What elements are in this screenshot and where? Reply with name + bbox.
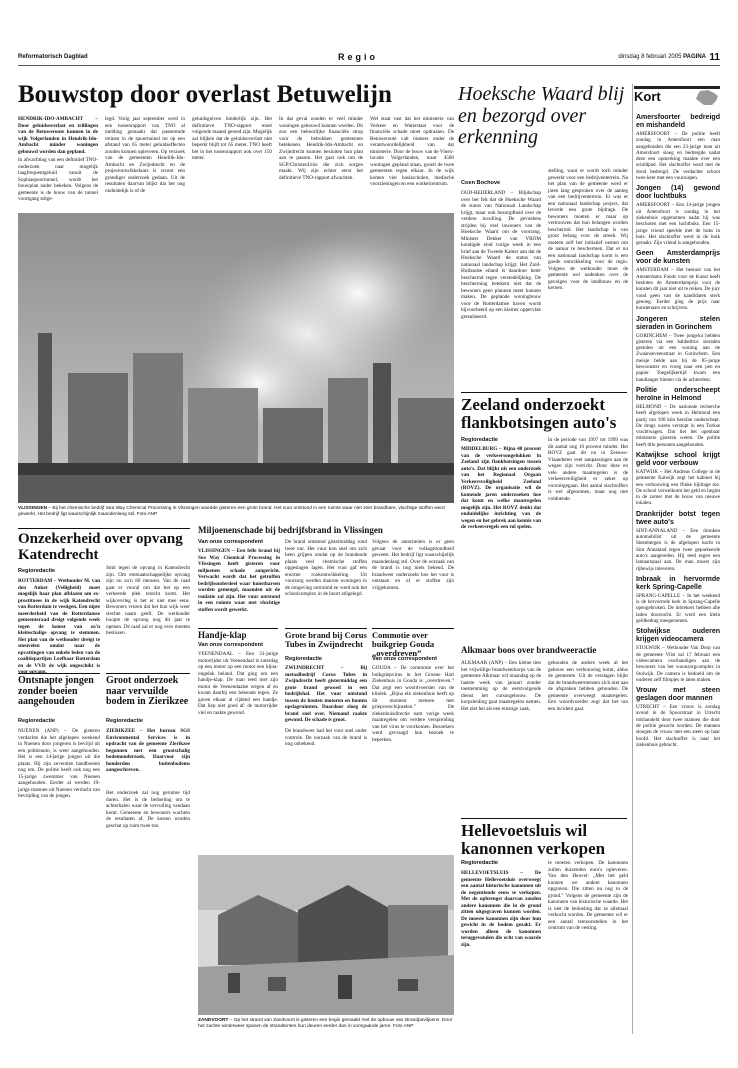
hellevoetsluis-rule xyxy=(461,818,627,819)
handje-col-1: VEENENDAAL – Een 31-jarige motorrijder uit Veenendaal is zaterdag op een motor op een motor een bijna-ongeluk beland. Dat ging om een handje-klap. De man reed met zijn motor de Veenendaalse wegen af en kwam daarbij een bekende tegen. Ze gaven elkaar al rijdend een handje. Dat liep niet goed af: de motorrijder viel en raakte gewond. xyxy=(198,651,278,716)
ontsnapte-headline: Ontsnapte jongen zonder boeien aangehouden xyxy=(18,673,100,708)
katendrecht-headline: Onzekerheid over opvang Katendrecht xyxy=(18,531,183,563)
lead-col-2: legd. Vorig jaar september werd in een tussenrapport van TNO al melding gemaakt dat passerende treinen in de spoortunnel tot op een afstand van 65 meter geluidseffecten zouden kunnen opleveren. Op verzoek van de gemeenten Hendrik-Ido-Ambacht en Zwijndrecht en de projectontwikkelaars is recent een grondiger onderzoek gedaan. Uit de resultaten daarvan blijkt dat het nog onduidelijk is of de xyxy=(105,116,185,194)
vlissingen-col-3: Volgens de autoriteiten is er geen gevaar voor de volksgezondheid geweest. Het bedrijf ligt waarschijnlijk maandenlang stil. Over de oorzaak van de brand is nog niets bekend. De brandweer onderzoekt hoe het vuur is ontstaan en of er stoffen zijn vrijgekomen. xyxy=(372,539,454,591)
photo2-caption: ZANDVOORT – Op het strand van Zandvoort is gisteren een begin gemaakt met de opbouw van strandpaviljoens. Door het zachte winterweer spanen de strandtenten hun deuren eerder dan in voorgaande jaren. Foto ANP xyxy=(198,1018,453,1029)
katendrecht-col-2: Smit tegen de opvang in Katendrecht zijn. Om emmaatschappelijke opvang zijn nu zo'n 80 mensen. Van de raad gaat er vooral om dat het op een verkeerde plek terecht komt. Het wijkoverleg is het er niet mee eens. Bewoners vrezen dat het hun wijk weer slechte naam geeft. De wethouder hoopte de opvang nog dit jaar te openen. De raad zal er nog over moeten beslissen. xyxy=(106,565,190,636)
kort-item: Jongeren stelen sieraden in Gorinchem GORINCHEM – Twee jongelui hebben gisteren via een babbeltruc sieraden gestolen uit een woning aan de Zwaanseveenstraat in Gorinchem. Een meisje belde aan bij de 85-jarige bewoonster en vroeg naar een pen en papier. Toegelijkertijd kwam een handlanger binnen via de achterdeur. xyxy=(636,315,720,383)
katendrecht-rule xyxy=(18,528,190,529)
photo1-credit: Foto ANP xyxy=(136,512,158,517)
lead-col-1: HENDRIK-IDO-AMBACHT – Door geluidsoverlast en trillingen van de Betuweroute kunnen in de wijk Volgerlanden in Hendrik-Ido-Ambacht minder woningen gebouwd worden dan gepland. In afwachting van een definitief TNO-onderzoek naar mogelijk laagfrequentgeluid vanuit de Sophiaspoortunnel, wordt het bouwplan nader bekeken. Volgens de gemeente is de bouw van de tunnel voortgang stilge- xyxy=(18,116,98,202)
hoeksche-col-1: OUD-BEIJERLAND – Blijdschap over het feit dat de Hoeksche Waard de status van Nationaal Landschap krijgt, maar ook bezorgdheid over de verdere invulling. De gevoelens strijden bij veel inwoners van de Hoeksche Waard om de voorrang. Minister Dekker van VROM kondigde eind vorige week in een brief aan de Tweede Kamer aan dat de Hoeksche Waard de status van nationaal landschap krijgt. Het Zuid-Hollandse eiland is daardoor beter beschermd tegen verstedelijking. De bescherming betekent niet dat de bewoners geen plannen meer kunnen maken. De geplande woningbouw voor de Rotterdamse haven wordt bijvoorbeeld op een kleiner oppervlak gerealiseerd. xyxy=(461,190,541,320)
hellevoetsluis-headline: Hellevoetsluis wil kanonnen verkopen xyxy=(461,821,606,858)
lead-headline: Bouwstop door overlast Betuwelijn xyxy=(18,81,392,108)
zeeland-col-2: In de periode van 1997 tot 1999 was dit aantal nog 16 procent minder. Het ROVZ gaat dit nu in Zeeuws-Vlaanderen veel aanpassingen aan de wegen zijn verricht. Door deze en vele andere maatregelen is de verkeersveiligheid er zeker op vooruitgegaan. Het aantal slachtoffers is wel afgenomen, maar nog niet voldoende. xyxy=(548,437,628,502)
alkmaar-col-1: ALKMAAR (ANP) – Een kleine tien het vrijwillige brandweerkorps van de gemeente Alkmaar wil maandag op de laatste week van januari zonder toestemming op de eerstvolgende dienst het cursusgebouw. De korpsleiding gaat maatregelen nemen. Het ziet het als een ernstige zaak. xyxy=(461,660,541,712)
kort-item: Jongen (14) gewond door luchtbuks AMERSFOORT – Een 14-jarige jongen uit Amersfoort is zondag in het ziekenhuis opgenomen nadat hij was beschoten met een luchtbuks. Een 15-jarige vriend speelde met de buks in huis. Het slachtoffer werd in de buik geraakt. Zijn vriend is aangehouden. xyxy=(636,185,720,247)
katendrecht-byline: Regioredactie xyxy=(18,568,55,574)
gouda-col-1: GOUDA – De commotie over het buikgriepvirus in het Groene Hart Ziekenhuis in Gouda is „overdreven.” Dat zegt een woordvoerster van de kliniek. „Bijna elk ziekenhuis heeft op dit moment mensen met griepverschijnselen.” De ziekenhuisdirectie nam vorige week maatregelen om verdere verspreiding van het virus te voorkomen. Bezoekers werd gevraagd hun bezoek te beperken. xyxy=(372,665,454,743)
groot-col-2: Het onderzoek zal nog geruime tijd duren. Het is de bedoeling om te achterhalen waar de vervuiling vandaan komt. Gemeente en bewoners wachten de resultaten af. De kosten worden geschat op ruim twee ton. xyxy=(106,790,190,829)
corus-col-2: De brandweer had het vuur snel onder controle. De oorzaak van de brand is nog onbekend. xyxy=(285,728,367,747)
kort-list xyxy=(636,110,720,1035)
vlissingen-headline: Miljoenenschade bij bedrijfsbrand in Vlissingen xyxy=(198,525,383,535)
kort-title: Kort xyxy=(634,89,661,104)
factory-fire-photo xyxy=(18,213,454,503)
lead-col-3: geluidsgolven hinderlijk zijn. Het definitieve TNO-rapport moet volgende maand gereed zijn. Mogelijk zal blijken dat de geluidsoverlast niet beperkt blijft tot 65 meter. TNO heeft het in het tussenrapport ook over 150 meter. xyxy=(192,116,272,161)
kort-item: Katwijkse school krijgt geld voor verbouw KATWIJK – Het Andreas College in de gemeente Katwijk zegt het kabinet bij een verbouwing een flinke bijdrage toe. De school verwelkomt het geld en begint in de zomer met de bouw van nieuwe lokalen. xyxy=(636,451,720,507)
ontsnapte-byline: Regioredactie xyxy=(18,718,55,724)
kort-item: Vrouw met steen geslagen door mannen UTRECHT – Een vrouw is zondag avond in de Spoorstraat in Utrecht mishandeld door twee mannen die door de politie gezocht worden. De mannen sloegen de vrouw met een steen op haar hoofd. Het slachtoffer is naar het ziekenhuis gebracht. xyxy=(636,687,720,748)
hellevoetsluis-col-1: HELLEVOETSLUIS – De gemeente Hellevoetsluis overweegt een aantal historische kanonnen uit de negentiende eeuw te verkopen. Met de opbrengst daarvan zouden andere kanonnen die in de grond zitten uitgegraven kunnen worden. De moeste kanonnen zijn door hun gewicht in de bodem gezakt. Er worden alleen de kanonnen teruggevonden die echt van waarde zijn. xyxy=(461,870,541,948)
photo2-credit: Foto ANP xyxy=(392,1024,414,1029)
groot-col-1: ZIERIKZEE – Het bureau SGS Environmental Services is in opdracht van de gemeente Zierikzee begonnen met een grootschalig bodemonderzoek. Daarvoor zijn honderden buitenbodems aangeschreven. xyxy=(106,728,190,773)
hoeksche-headline: Hoeksche Waard blij en bezorgd over erkenning xyxy=(458,83,625,149)
vlissingen-byline: Van onze correspondent xyxy=(198,539,263,545)
zeeland-byline: Regioredactie xyxy=(461,437,498,443)
page-header xyxy=(18,52,720,66)
page-number: 11 xyxy=(709,52,720,63)
kort-header xyxy=(634,86,720,104)
hellevoetsluis-col-2: le moeten verkopen. De kanonnen zullen duizenden euro's opleveren. Van den Heuvel: „Met het geld kunnen we andere kanonnen opgraven. Die zitten nu nog in de grond.” Volgens de gemeente zijn de kanonnen van historische waarde. Het is niet de bedoeling dat ze allemaal verkocht worden. De gemeente wil er een aantal tentoonstellen in het centrum van de vesting. xyxy=(548,860,628,931)
handje-byline: Van onze correspondent xyxy=(198,642,263,648)
zeeland-col-1: MIDDELBURG – Bijna 40 procent van de verkeersongelukken in Zeeland zijn flankbotsingen tussen auto's. Dat blijkt uit een onderzoek van het Regionaal Orgaan Verkeersveiligheid Zeeland (ROVZ). De organisatie wil de komende jaren onderzoeken hoe dat komt en welke maatregelen mogelijk zijn. Het ROVZ denkt dat onduidelijke inrichting van de wegen en het gebrek aan kennis van de verkeersregels een rol spelen. xyxy=(461,446,541,530)
groot-headline: Groot onderzoek naar vervuilde bodem in Zierikzee xyxy=(106,675,189,707)
kort-item: Drankrijder botst tegen twee auto's SINT-ANNALAND – Een dronken automobilist uit de gemeente Steenbergen is de afgelopen nacht in Sint Annaland tegen twee geparkeerde auto's aangereden. Hij reed tegen een lantaarnpaal aan. De man moest zijn rijbewijs inleveren. xyxy=(636,510,720,572)
kort-item: Stolwijkse ouderen krijgen videocamera STOLWIJK – Wethouder Van Dorp van de gemeente Vlist zal 17 februari een videocamera overhandigen aan de bewoners van het woonzorgcomplex in Stolwijk. De camera is bedoeld om de ouderen zelf filmpjes te laten maken. xyxy=(636,628,720,683)
zeeland-rule xyxy=(461,392,627,393)
gouda-byline: Van onze correspondent xyxy=(372,656,437,662)
lead-col-4: In dat geval zouden er veel minder woningen gebouwd kunnen worden. Dit zou een behoorlijke financiële strop voor de betrokken gemeenten betekenen. Hendrik-Ido-Ambacht en Zwijndrecht kunnen besluiten hun plan aan te passen. Het gaat ook om de SGP/ChristenUnie die zich zorgen maakt. Wij zijn echter eerst het definitieve TNO-rapport afwachten. xyxy=(279,116,363,181)
alkmaar-headline: Alkmaar boos over brandweeractie xyxy=(461,645,597,655)
beach-pavilion-photo xyxy=(198,855,454,1015)
issue-date: dinsdag 8 februari 2005 PAGINA xyxy=(618,54,706,60)
corus-headline: Grote brand bij Corus Tubes in Zwijndrecht xyxy=(285,630,367,649)
kort-item: Politie onderscheept heroïne in Helmond HELMOND – De nationale recherche heeft afgelopen week in Helmond een partij van 100 kilo heroïne onderschept. De drugs waren verstopt in een Turkse vrachtwagen. Dat liet het openbaar ministerie gisteren weten. De politie heeft drie personen aangehouden. xyxy=(636,386,720,448)
zeeland-headline: Zeeland onderzoekt flankbotsingen auto's xyxy=(461,395,617,432)
vlissingen-col-2: De brand ontstond gistermiddag rond twee uur. Het vuur kon snel om zich heen grijpen omdat op de brandende plaats veel chemische stoffen opgeslagen lagen. Het vuur gaf een enorme rookontwikkeling. Uit voorzorg werden daarom woningen in de omgeving ontruimd en werd ook het schoolcomplex in de buurt stilgelegd. xyxy=(285,539,367,597)
groot-byline: Regioredactie xyxy=(106,718,143,724)
ontsnapte-col-1: NUENEN (ANP) – De gisteren verdachte die het afgelopen weekend in Nuenen door jongeren is bevrijd uit een politieauto, is weer aangehouden. Het is een 14-jarige jongen uit die plaats. Hij zijn zeventien handboeien nog om. De politie heeft ook nog een 15-jarige zwemmer van Nuenen aangehouden. Eerder al werden 19-jarige mannen uit Nuenen verdacht van bevrijding van de jongen. xyxy=(18,728,100,799)
lead-col-5: Wel staat vast dat het ministerie van Verkeer en Waterstaat voor de financiële schade moet opdraaien. De Betuweroute valt immers onder de verantwoordelijkheid van dat ministerie. Door de bouw van de Vinex-locatie Volgerlanden, waar 4500 woningen gepland staan, groeit de twee gemeenten tegen elkaar. In de wijk komen vier basisscholen, medische voorzieningen en een winkelcentrum. xyxy=(370,116,454,187)
kort-item: Geen Amsterdamprijs voor de kunsten AMSTERDAM – Het bestuur van het Amsterdams Fonds voor de Kunst heeft besloten de Amsterdamprijs voor de kunsten dit jaar niet uit te reiken. De jury vond geen van de kandidaten sterk genoeg. Eerder ging de prijs naar kunstenaars en schrijvers. xyxy=(636,250,720,312)
netherlands-map-icon xyxy=(694,90,720,106)
corus-byline: Regioredactie xyxy=(285,656,322,662)
handje-headline: Handje-klap xyxy=(198,628,278,640)
vlissingen-col-1: VLISSINGEN – Een felle brand bij Sea Way Chemical Processing in Vlissingen heeft gisteren voor miljoenen schade aangericht. Verwacht wordt dat het getroffen bedrijfsonderdeel waar kunstharsen worden gemengd, maanden uit de roulatie zal zijn. Het vuur ontstond in een ruimte waar met vluchtige stoffen wordt gewerkt. xyxy=(198,548,280,613)
kort-column-rule xyxy=(632,84,633,1034)
publication-name: Reformatorisch Dagblad xyxy=(18,54,88,60)
corus-col-1: ZWIJNDRECHT – Bij metaalbedrijf Corus Tubes in Zwijndrecht heeft gistermiddag een grote brand gewoed in een bedrijfshal. Het vuur ontstond tussen de houten motoren en houten opslagruimten. Daardoor sloeg de brand snel over. Niemand raakte gewond. De schade is groot. xyxy=(285,665,367,723)
hellevoetsluis-byline: Regioredactie xyxy=(461,860,498,866)
hoeksche-col-2: stelling, want er wordt toch minder gewerkt voor een bedrijventerrein. Na het plan van de gemeente werd er jaren lang gesproken over de aanleg van een bedrijventerrein. Er was er een nationaal landschap project, dat leverde een grote bijdrage. De bewoners moeten er maar op vertrouwen dat hun belangen worden beschermd. Het landschap is van groot belang voor de streek. Wij moeten zelf het initiatief nemen om de natuur te beschermen. Dat er nu een nationaal landschap komt is een goede ontwikkeling voor de regio. Volgens de wethouder moet de gemeente wel nadenken over de gevolgen voor de landbouw en de kernen. xyxy=(548,168,628,291)
gouda-headline: Commotie over buikgriep Gouda „overdreven” xyxy=(372,628,454,658)
section-name: Regio xyxy=(338,52,379,62)
kort-item: Inbraak in hervormde kerk Spring-Capelle SPRANG-CAPELLE – In het weekend is de hervormde kerk in Sprang-Capelle opengebroken. De inbrekers hebben alle laden doorzocht. Er werd een klein geldbedrag meegenomen. xyxy=(636,575,720,625)
photo1-caption: VLISSINGEN – Bij het chemische bedrijf Sea Way Chemical Processing in Vlissingen woedde gisteren een grote brand. Het vuur ontstond in een ruimte waar niet zeer brandbare, vluchtige stoffen werd gewerkt. Het bedrijf ligt waarschijnlijk maandenlang stil. Foto ANP xyxy=(18,506,445,517)
alkmaar-col-2: gehouden de andere week al het gebouw een verbouwing komt, aldus de gemeente. Uit de verslagen blijkt dat de brandweermensen zich niet aan de afspraken hebben gehouden. De gemeente overweegt maatregelen. Een woordvoerder zegt dat het om een incident gaat. xyxy=(548,660,628,712)
katendrecht-col-1: ROTTERDAM – Wethouder M. van den Anker (Veiligheid) moet mogelijk haar plan afblazen om ex-prostituees in de wijk Katendrecht van Rotterdam te vestigen. Een nipte meerderheid van de Rotterdamse gemeenteraad dreigt volgende week tegen de komst van zo'n kleinschalige opvang te stemmen. Het plan van de wethouder dreigt te sneuvelen omdat naar de opvattingen van enkele leden van de coalitiepartijen Leefbaar Rotterdam en de VVD de wijk ongeschikt is voor opvang. xyxy=(18,578,100,675)
kort-item: Amersfoorter bedreigd en mishandeld AMERSFOORT – De politie heeft zondag in Amersfoort een man aangehouden die een 23-jarige man uit Amersfoort sloeg en bedreigde nadat deze een opmerking maakte over een schildpad. Het slachtoffer werd met de dood bedreigd. De verdachte schoot twee keer met een vuurwapen. xyxy=(636,114,720,182)
hoeksche-byline: Coen Bochove xyxy=(461,180,501,186)
